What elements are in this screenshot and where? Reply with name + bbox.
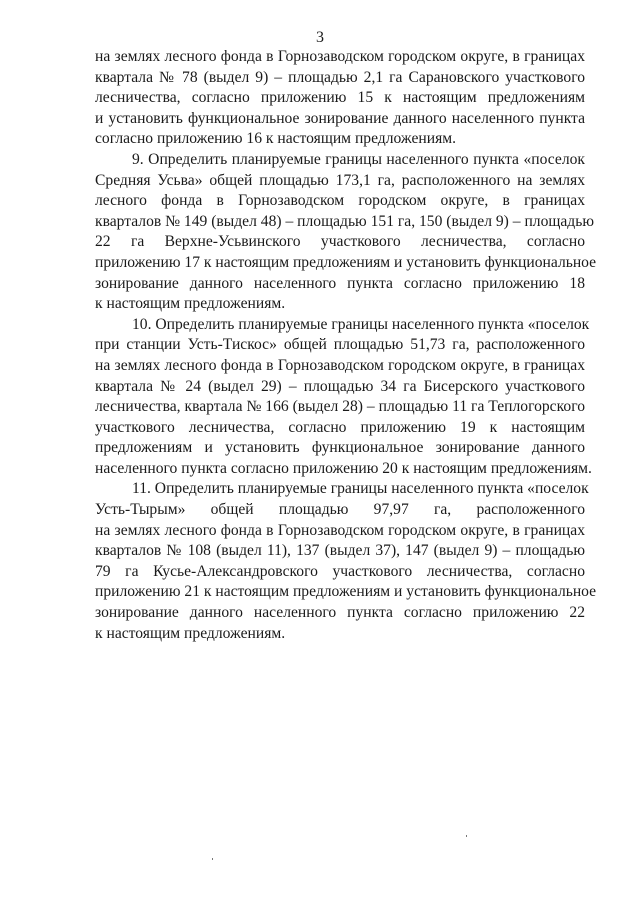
text-line: Средняя Усьва» общей площадью 173,1 га, расположенного на землях: [95, 171, 585, 189]
text-line: лесничества, квартала № 166 (выдел 28) – площадью 11 га Теплогорского: [95, 398, 585, 416]
scan-speck: [212, 858, 213, 860]
paragraph-item-9: [95, 150, 597, 315]
text-line: населенного пункта согласно приложению 20 к настоящим предложениям.: [95, 459, 592, 477]
text-line: согласно приложению 16 к настоящим предложениям.: [95, 130, 457, 148]
text-line: 22 га Верхне-Усьвинского участкового лесничества, согласно: [95, 233, 585, 251]
text-line: кварталов № 108 (выдел 11), 137 (выдел 37), 147 (выдел 9) – площадью: [95, 542, 585, 560]
text-line: квартала № 78 (выдел 9) – площадью 2,1 га Сарановского участкового: [95, 68, 585, 86]
paragraph-continuation: [95, 47, 585, 150]
text-line: предложениям и установить функциональное зонирование данного: [95, 439, 585, 457]
document-body: [95, 47, 597, 644]
text-line: на землях лесного фонда в Горнозаводском городском округе, в границах: [95, 521, 585, 539]
text-line: лесничества, согласно приложению 15 к настоящим предложениям: [95, 89, 585, 107]
text-line: на землях лесного фонда в Горнозаводском городском округе, в границах: [95, 48, 585, 65]
text-line: 11. Определить планируемые границы населенного пункта «поселок: [132, 480, 589, 498]
text-line: 79 га Кусье-Александровского участкового лесничества, согласно: [95, 562, 585, 580]
text-line: и установить функциональное зонирование данного населенного пункта: [95, 109, 585, 127]
text-line: на землях лесного фонда в Горнозаводском городском округе, в границах: [95, 356, 585, 374]
text-line: 10. Определить планируемые границы населенного пункта «поселок: [132, 315, 590, 333]
text-line: квартала № 24 (выдел 29) – площадью 34 га Бисерского участкового: [95, 377, 585, 395]
paragraph-item-11: [95, 479, 597, 644]
text-line: при станции Усть-Тискос» общей площадью 51,73 га, расположенного: [95, 336, 585, 354]
paragraph-item-10: [95, 315, 592, 480]
text-line: приложению 21 к настоящим предложениям и установить функциональное: [95, 583, 597, 601]
text-line: участкового лесничества, согласно приложению 19 к настоящим: [95, 418, 585, 436]
text-line: к настоящим предложениям.: [95, 295, 286, 313]
text-line: к настоящим предложениям.: [95, 624, 286, 642]
text-line: зонирование данного населенного пункта согласно приложению 18: [95, 274, 585, 292]
text-line: Усть-Тырым» общей площадью 97,97 га, расположенного: [95, 501, 585, 519]
text-line: лесного фонда в Горнозаводском городском округе, в границах: [95, 192, 585, 210]
text-line: зонирование данного населенного пункта согласно приложению 22: [95, 604, 585, 622]
text-line: приложению 17 к настоящим предложениям и установить функциональное: [95, 253, 597, 271]
page-number: 3: [316, 29, 324, 46]
scan-speck: [466, 835, 467, 837]
text-line: кварталов № 149 (выдел 48) – площадью 151 га, 150 (выдел 9) – площадью: [95, 212, 594, 230]
text-line: 9. Определить планируемые границы населенного пункта «поселок: [132, 150, 585, 168]
